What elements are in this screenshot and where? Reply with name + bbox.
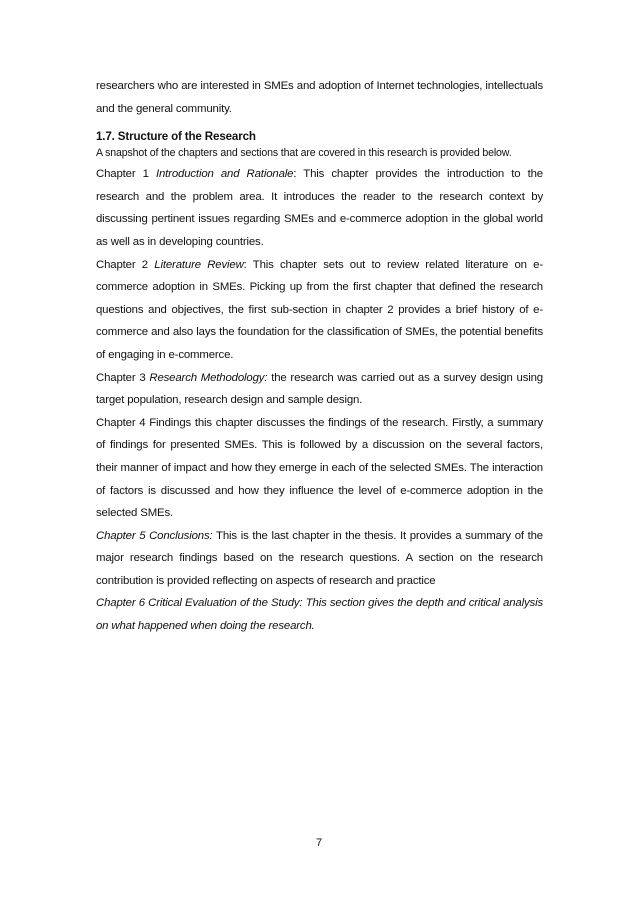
chapter-6-paragraph: Chapter 6 Critical Evaluation of the Study: This section gives the depth and critical analysis on what happened when doing the research. [96, 597, 543, 633]
chapter-1-title: Introduction and Rationale [155, 168, 294, 181]
chapter-1-separator: : [293, 168, 297, 181]
chapter-2-body: This chapter sets out to review related literature on e-commerce adoption in SMEs. Picking up from the first chapter that defined the research questions and objectives, the first sub-section in chapter 2 provides a brief history of e-commerce and also lays the foundation for the classification of SMEs, the potential benefits of engaging in e-commerce. [96, 258, 543, 361]
chapter-2-label: Chapter 2 [96, 258, 148, 271]
chapter-2-title: Literature Review [154, 258, 244, 271]
chapter-4-body: Findings this chapter discusses the findings of the research. Firstly, a summary of findings for presented SMEs. This is followed by a discussion on the several factors, their manner of impact and how they emerge in each of the selected SMEs. The interaction of factors is discussed and how they influence the level of e-commerce adoption in the selected SMEs. [96, 416, 543, 520]
chapter-1-body: This chapter provides the introduction to the research and the problem area. It introduces the reader to the research context by discussing pertinent issues regarding SMEs and e-commerce adoption in the global world as well as in developing countries. [96, 168, 543, 248]
chapter-3-label: Chapter 3 [96, 371, 146, 384]
section-intro: A snapshot of the chapters and sections that are covered in this research is provided below. [96, 147, 512, 160]
page-number: 7 [315, 837, 323, 849]
chapter-5-label: Chapter 5 Conclusions: [96, 529, 213, 542]
chapter-1-paragraph [96, 163, 543, 253]
chapter-5-body: This is the last chapter in the thesis. It provides a summary of the major research findings based on the research questions. A section on the research contribution is provided reflecting on aspects of research and practice [96, 529, 543, 587]
chapter-2-separator: : [243, 258, 247, 271]
chapter-2-paragraph [96, 254, 543, 367]
section-heading: 1.7. Structure of the Research [96, 130, 256, 144]
chapter-1-label: Chapter 1 [96, 168, 149, 181]
chapter-3-title: Research Methodology: [149, 371, 268, 384]
chapter-4-paragraph [96, 412, 543, 525]
chapter-5-paragraph [96, 525, 543, 593]
chapter-4-label: Chapter 4 [96, 416, 146, 429]
page-content [96, 75, 543, 638]
chapter-3-body: the research was carried out as a survey design using target population, research design and sample design. [96, 371, 543, 407]
continuation-paragraph: researchers who are interested in SMEs and adoption of Internet technologies, intellectuals and the general community. [96, 80, 543, 115]
chapter-3-paragraph [96, 367, 543, 412]
